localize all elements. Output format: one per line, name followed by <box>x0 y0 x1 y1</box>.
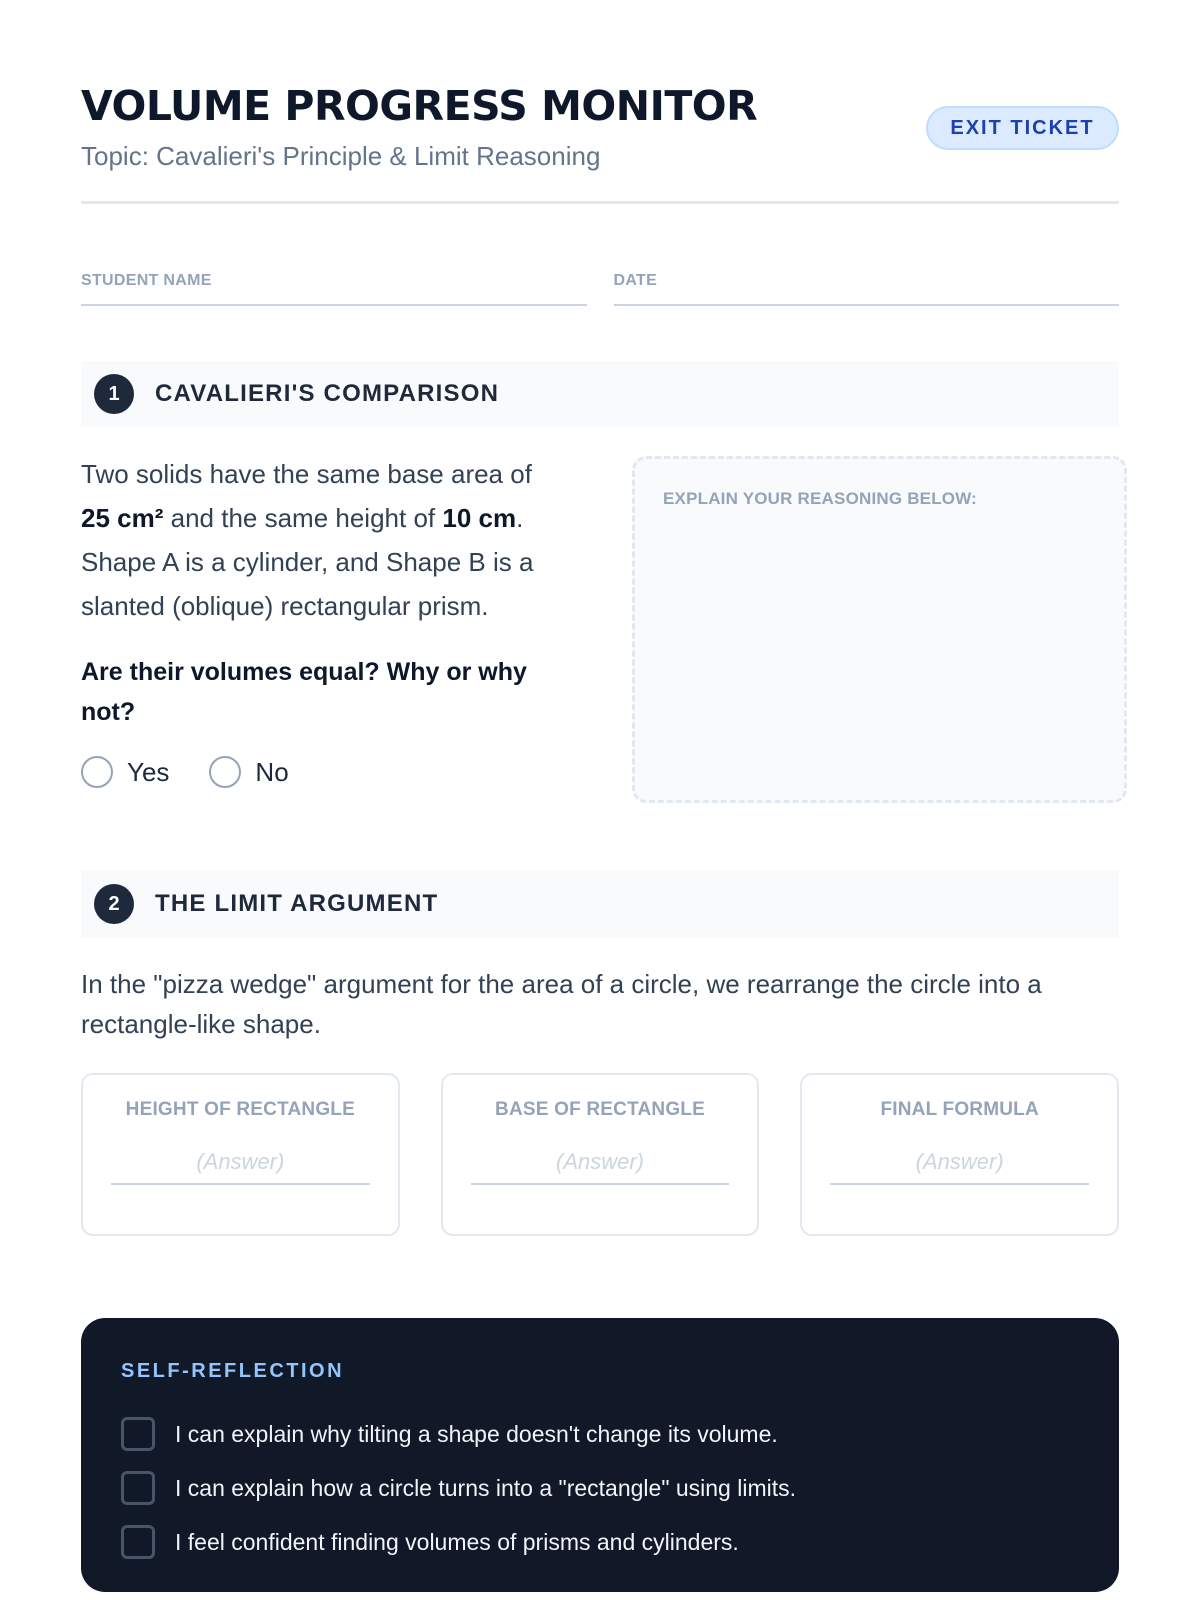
date-field[interactable] <box>614 268 1120 306</box>
option-yes-label: Yes <box>127 756 170 787</box>
reasoning-label: EXPLAIN YOUR REASONING BELOW: <box>663 489 978 508</box>
reflection-item[interactable] <box>121 1407 1079 1461</box>
option-no-label: No <box>255 756 289 787</box>
reflection-checkbox[interactable] <box>121 1525 155 1559</box>
section-2-number: 2 <box>94 884 134 924</box>
radio-yes[interactable] <box>81 756 113 788</box>
date-label: DATE <box>613 272 658 289</box>
self-reflection-title: SELF-REFLECTION <box>121 1360 345 1382</box>
section-2-header <box>81 871 1119 937</box>
height-value: 10 cm <box>442 503 517 533</box>
page-title: VOLUME PROGRESS MONITOR <box>81 82 758 130</box>
section-2-title: THE LIMIT ARGUMENT <box>155 890 439 917</box>
description-text-1: Two solids have the same base area of <box>81 459 532 489</box>
section-1-title: CAVALIERI'S COMPARISON <box>155 380 500 407</box>
student-info-fields <box>81 268 1119 306</box>
formula-answer-input[interactable]: (Answer) <box>830 1149 1089 1185</box>
student-name-label: STUDENT NAME <box>81 272 212 289</box>
reasoning-textarea[interactable] <box>632 456 1127 803</box>
formula-answer-label: FINAL FORMULA <box>880 1099 1039 1120</box>
height-answer-input[interactable]: (Answer) <box>111 1149 370 1185</box>
answer-cards <box>81 1073 1119 1236</box>
base-answer-label: BASE OF RECTANGLE <box>495 1099 705 1120</box>
height-answer-label: HEIGHT OF RECTANGLE <box>125 1099 355 1120</box>
description-text-2: and the same height of <box>163 503 443 533</box>
page-header <box>81 0 1119 204</box>
yes-no-options <box>81 756 561 788</box>
reflection-item-text: I feel confident finding volumes of prisms and cylinders. <box>175 1528 739 1555</box>
height-answer-card <box>81 1073 400 1236</box>
base-answer-input[interactable]: (Answer) <box>471 1149 730 1185</box>
radio-no[interactable] <box>209 756 241 788</box>
exit-ticket-badge: EXIT TICKET <box>926 106 1119 150</box>
formula-answer-card <box>800 1073 1119 1236</box>
base-answer-card <box>441 1073 760 1236</box>
option-yes[interactable] <box>81 756 169 788</box>
section-1-question: Are their volumes equal? Why or why not? <box>81 658 527 726</box>
reflection-checkbox[interactable] <box>121 1417 155 1451</box>
student-name-field[interactable] <box>81 268 587 306</box>
page-subtitle: Topic: Cavalieri's Principle & Limit Reasoning <box>81 141 601 171</box>
option-no[interactable] <box>209 756 288 788</box>
base-area-value: 25 cm² <box>81 503 164 533</box>
section-1-header <box>81 361 1119 427</box>
reflection-item-text: I can explain why tilting a shape doesn't change its volume. <box>175 1420 778 1447</box>
section-1-prompt <box>81 452 561 788</box>
section-2-description: In the "pizza wedge" argument for the area of a circle, we rearrange the circle into a rectangle-like shape. <box>81 969 1042 1039</box>
reflection-item[interactable] <box>121 1461 1079 1515</box>
reflection-checkbox[interactable] <box>121 1471 155 1505</box>
self-reflection-panel <box>81 1318 1119 1592</box>
reflection-checklist <box>121 1407 1079 1569</box>
section-1-number: 1 <box>94 374 134 414</box>
reflection-item-text: I can explain how a circle turns into a "rectangle" using limits. <box>175 1474 797 1501</box>
reflection-item[interactable] <box>121 1515 1079 1569</box>
section-1-description <box>81 452 561 628</box>
description-text-3: . Shape A is a cylinder, and Shape B is a slanted (oblique) rectangular prism. <box>81 503 534 621</box>
